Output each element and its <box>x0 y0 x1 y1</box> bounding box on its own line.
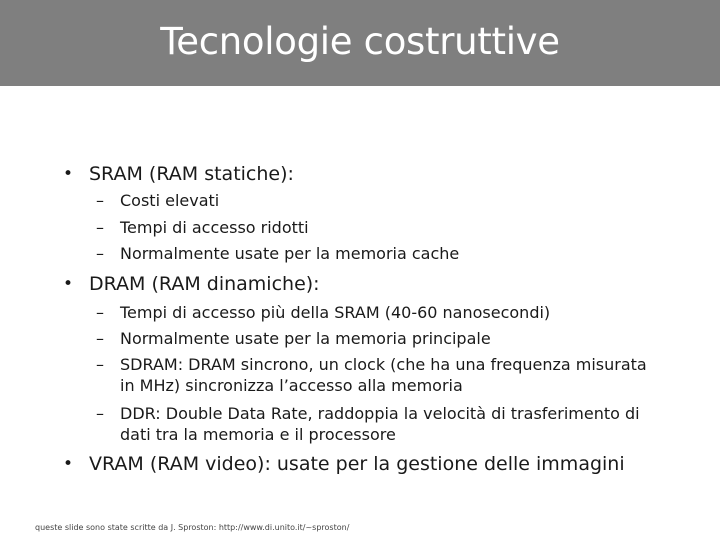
slide-title: Tecnologie costruttive <box>160 20 560 63</box>
sub-marker: – <box>96 404 104 423</box>
sub-text: Costi elevati <box>120 191 220 210</box>
footer-credit: queste slide sono state scritte da J. Sproston: http://www.di.unito.it/~sproston/ <box>35 523 350 532</box>
sub-marker: – <box>96 329 104 348</box>
sub-marker: – <box>96 355 104 374</box>
sub-text: SDRAM: DRAM sincrono, un clock (che ha una frequenza misurata <box>120 355 647 374</box>
sub-text: Normalmente usate per la memoria cache <box>120 244 460 263</box>
sub-marker: – <box>96 244 104 263</box>
sub-text: in MHz) sincronizza l’accesso alla memoria <box>120 376 463 395</box>
sub-marker: – <box>96 218 104 237</box>
bullet-marker: • <box>63 274 74 294</box>
title-bar <box>0 0 720 86</box>
sub-marker: – <box>96 191 104 210</box>
bullet-marker: • <box>63 164 74 184</box>
sub-text: dati tra la memoria e il processore <box>120 425 396 444</box>
bullet-text: DRAM (RAM dinamiche): <box>89 273 320 295</box>
bullet-text: SRAM (RAM statiche): <box>89 163 294 185</box>
sub-text: Normalmente usate per la memoria principale <box>120 329 491 348</box>
sub-text: Tempi di accesso ridotti <box>120 218 309 237</box>
sub-text: DDR: Double Data Rate, raddoppia la velocità di trasferimento di <box>120 404 640 423</box>
sub-text: Tempi di accesso più della SRAM (40-60 nanosecondi) <box>120 303 551 322</box>
sub-marker: – <box>96 303 104 322</box>
bullet-text: VRAM (RAM video): usate per la gestione delle immagini <box>89 453 625 475</box>
bullet-marker: • <box>63 454 74 474</box>
